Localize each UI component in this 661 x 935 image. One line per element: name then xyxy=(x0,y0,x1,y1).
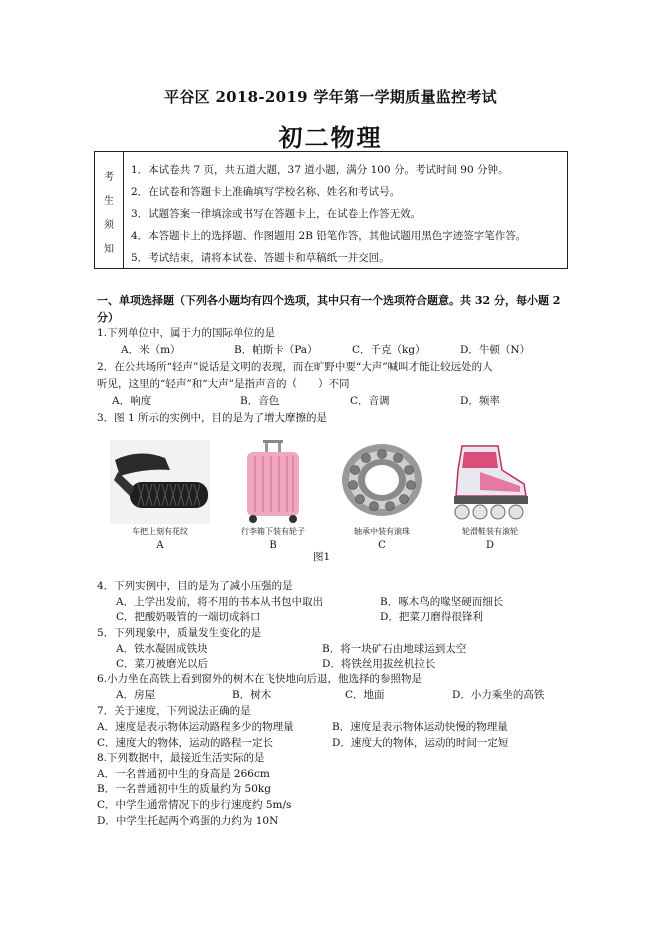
option: A．铁水凝固成铁块 xyxy=(116,643,208,655)
option: D．速度大的物体，运动的时间一定短 xyxy=(332,737,509,749)
roller-skate-image xyxy=(440,440,540,524)
option: D．频率 xyxy=(460,395,500,407)
option: D．把菜刀磨得很锋利 xyxy=(380,611,483,623)
notice-box xyxy=(94,151,568,269)
option: C．音调 xyxy=(350,395,390,407)
option: B．音色 xyxy=(240,395,280,407)
option: A．速度是表示物体运动路程多少的物理量 xyxy=(97,721,294,733)
figure-letter: B xyxy=(269,540,277,551)
question-stem: 3．图 1 所示的实例中，目的是为了增大摩擦的是 xyxy=(97,412,328,424)
option: A．房屋 xyxy=(116,689,156,701)
question-stem: 8.下列数据中，最接近生活实际的是 xyxy=(97,752,265,764)
question-stem: 4．下列实例中，目的是为了减小压强的是 xyxy=(97,580,293,592)
question-stem: 1.下列单位中，属于力的国际单位的是 xyxy=(97,327,276,339)
notice-side-label xyxy=(95,152,124,268)
option: A．一名普通初中生的身高是 266cm xyxy=(97,768,270,780)
option: A．上学出发前，将不用的书本从书包中取出 xyxy=(116,596,324,608)
option: C．中学生通常情况下的步行速度约 5m/s xyxy=(97,799,292,811)
figure-caption: 行李箱下装有轮子 xyxy=(241,527,305,536)
figure-caption: 轴承中装有滚珠 xyxy=(354,527,410,536)
option: D．小力乘坐的高铁 xyxy=(452,689,545,701)
notice-item: 1．本试卷共 7 页，共五道大题，37 道小题，满分 100 分。考试时间 90 分钟。 xyxy=(131,164,509,176)
option: D．中学生托起两个鸡蛋的力约为 10N xyxy=(97,815,279,827)
option: C．菜刀被磨光以后 xyxy=(116,658,209,670)
notice-item: 4．本答题卡上的选择题、作图题用 2B 铅笔作答，其他试题用黑色字迹签字笔作答。 xyxy=(131,230,527,242)
bearing-image xyxy=(332,440,432,524)
figure-1 xyxy=(110,440,550,555)
figure-caption: 轮滑鞋装有滚轮 xyxy=(462,527,518,536)
question-stem: 7．关于速度，下列说法正确的是 xyxy=(97,705,251,717)
notice-side-char: 知 xyxy=(104,244,114,255)
option: C．地面 xyxy=(345,689,385,701)
question-stem: 5．下列现象中，质量发生变化的是 xyxy=(97,627,262,639)
question-stem: 2．在公共场所“轻声”说话是文明的表现，而在旷野中要“大声”喊叫才能让较远处的人 xyxy=(97,361,493,373)
option: B．帕斯卡（Pa） xyxy=(234,344,318,356)
figure-caption: 车把上刻有花纹 xyxy=(132,527,188,536)
notice-side-char: 考 xyxy=(104,172,114,183)
notice-item: 5．考试结束，请将本试卷、答题卡和草稿纸一并交回。 xyxy=(131,252,390,264)
option: D．将铁丝用拔丝机拉长 xyxy=(322,658,436,670)
option: B．速度是表示物体运动快慢的物理量 xyxy=(332,721,508,733)
option: C．千克（kg） xyxy=(352,344,426,356)
notice-side-char: 生 xyxy=(104,196,114,207)
option: B．将一块矿石由地球运到太空 xyxy=(322,643,467,655)
notice-side-char: 须 xyxy=(104,220,114,231)
question-stem: 6.小力坐在高铁上看到窗外的树木在飞快地向后退，他选择的参照物是 xyxy=(97,673,423,685)
figure-letter: C xyxy=(378,540,386,551)
option: C．速度大的物体，运动的路程一定长 xyxy=(97,737,274,749)
option: A．米（m） xyxy=(121,344,181,356)
figure-letter: A xyxy=(156,540,164,551)
option: A．响度 xyxy=(112,395,152,407)
figure-letter: D xyxy=(485,540,495,551)
option: B．一名普通初中生的质量约为 50kg xyxy=(97,783,271,795)
figure-label: 图1 xyxy=(313,551,331,563)
exam-title: 平谷区 2018-2019 学年第一学期质量监控考试 xyxy=(164,88,497,106)
bike-handle-image xyxy=(110,440,210,524)
notice-item: 2．在试卷和答题卡上准确填写学校名称、姓名和考试号。 xyxy=(131,186,401,198)
option: B．树木 xyxy=(232,689,272,701)
option: C．把酸奶吸管的一端切成斜口 xyxy=(116,611,261,623)
option: B．啄木鸟的喙坚硬而细长 xyxy=(380,596,504,608)
notice-item: 3．试题答案一律填涂或书写在答题卡上，在试卷上作答无效。 xyxy=(131,208,422,220)
suitcase-image xyxy=(223,440,323,524)
subject-title: 初二物理 xyxy=(278,123,383,152)
question-stem: 听见，这里的“轻声”和“大声”是指声音的（ ）不同 xyxy=(97,378,350,390)
section-header: 一、单项选择题（下列各小题均有四个选项，其中只有一个选项符合题意。共 32 分，每小题 2 分） xyxy=(97,294,561,324)
option: D．牛顿（N） xyxy=(460,344,531,356)
